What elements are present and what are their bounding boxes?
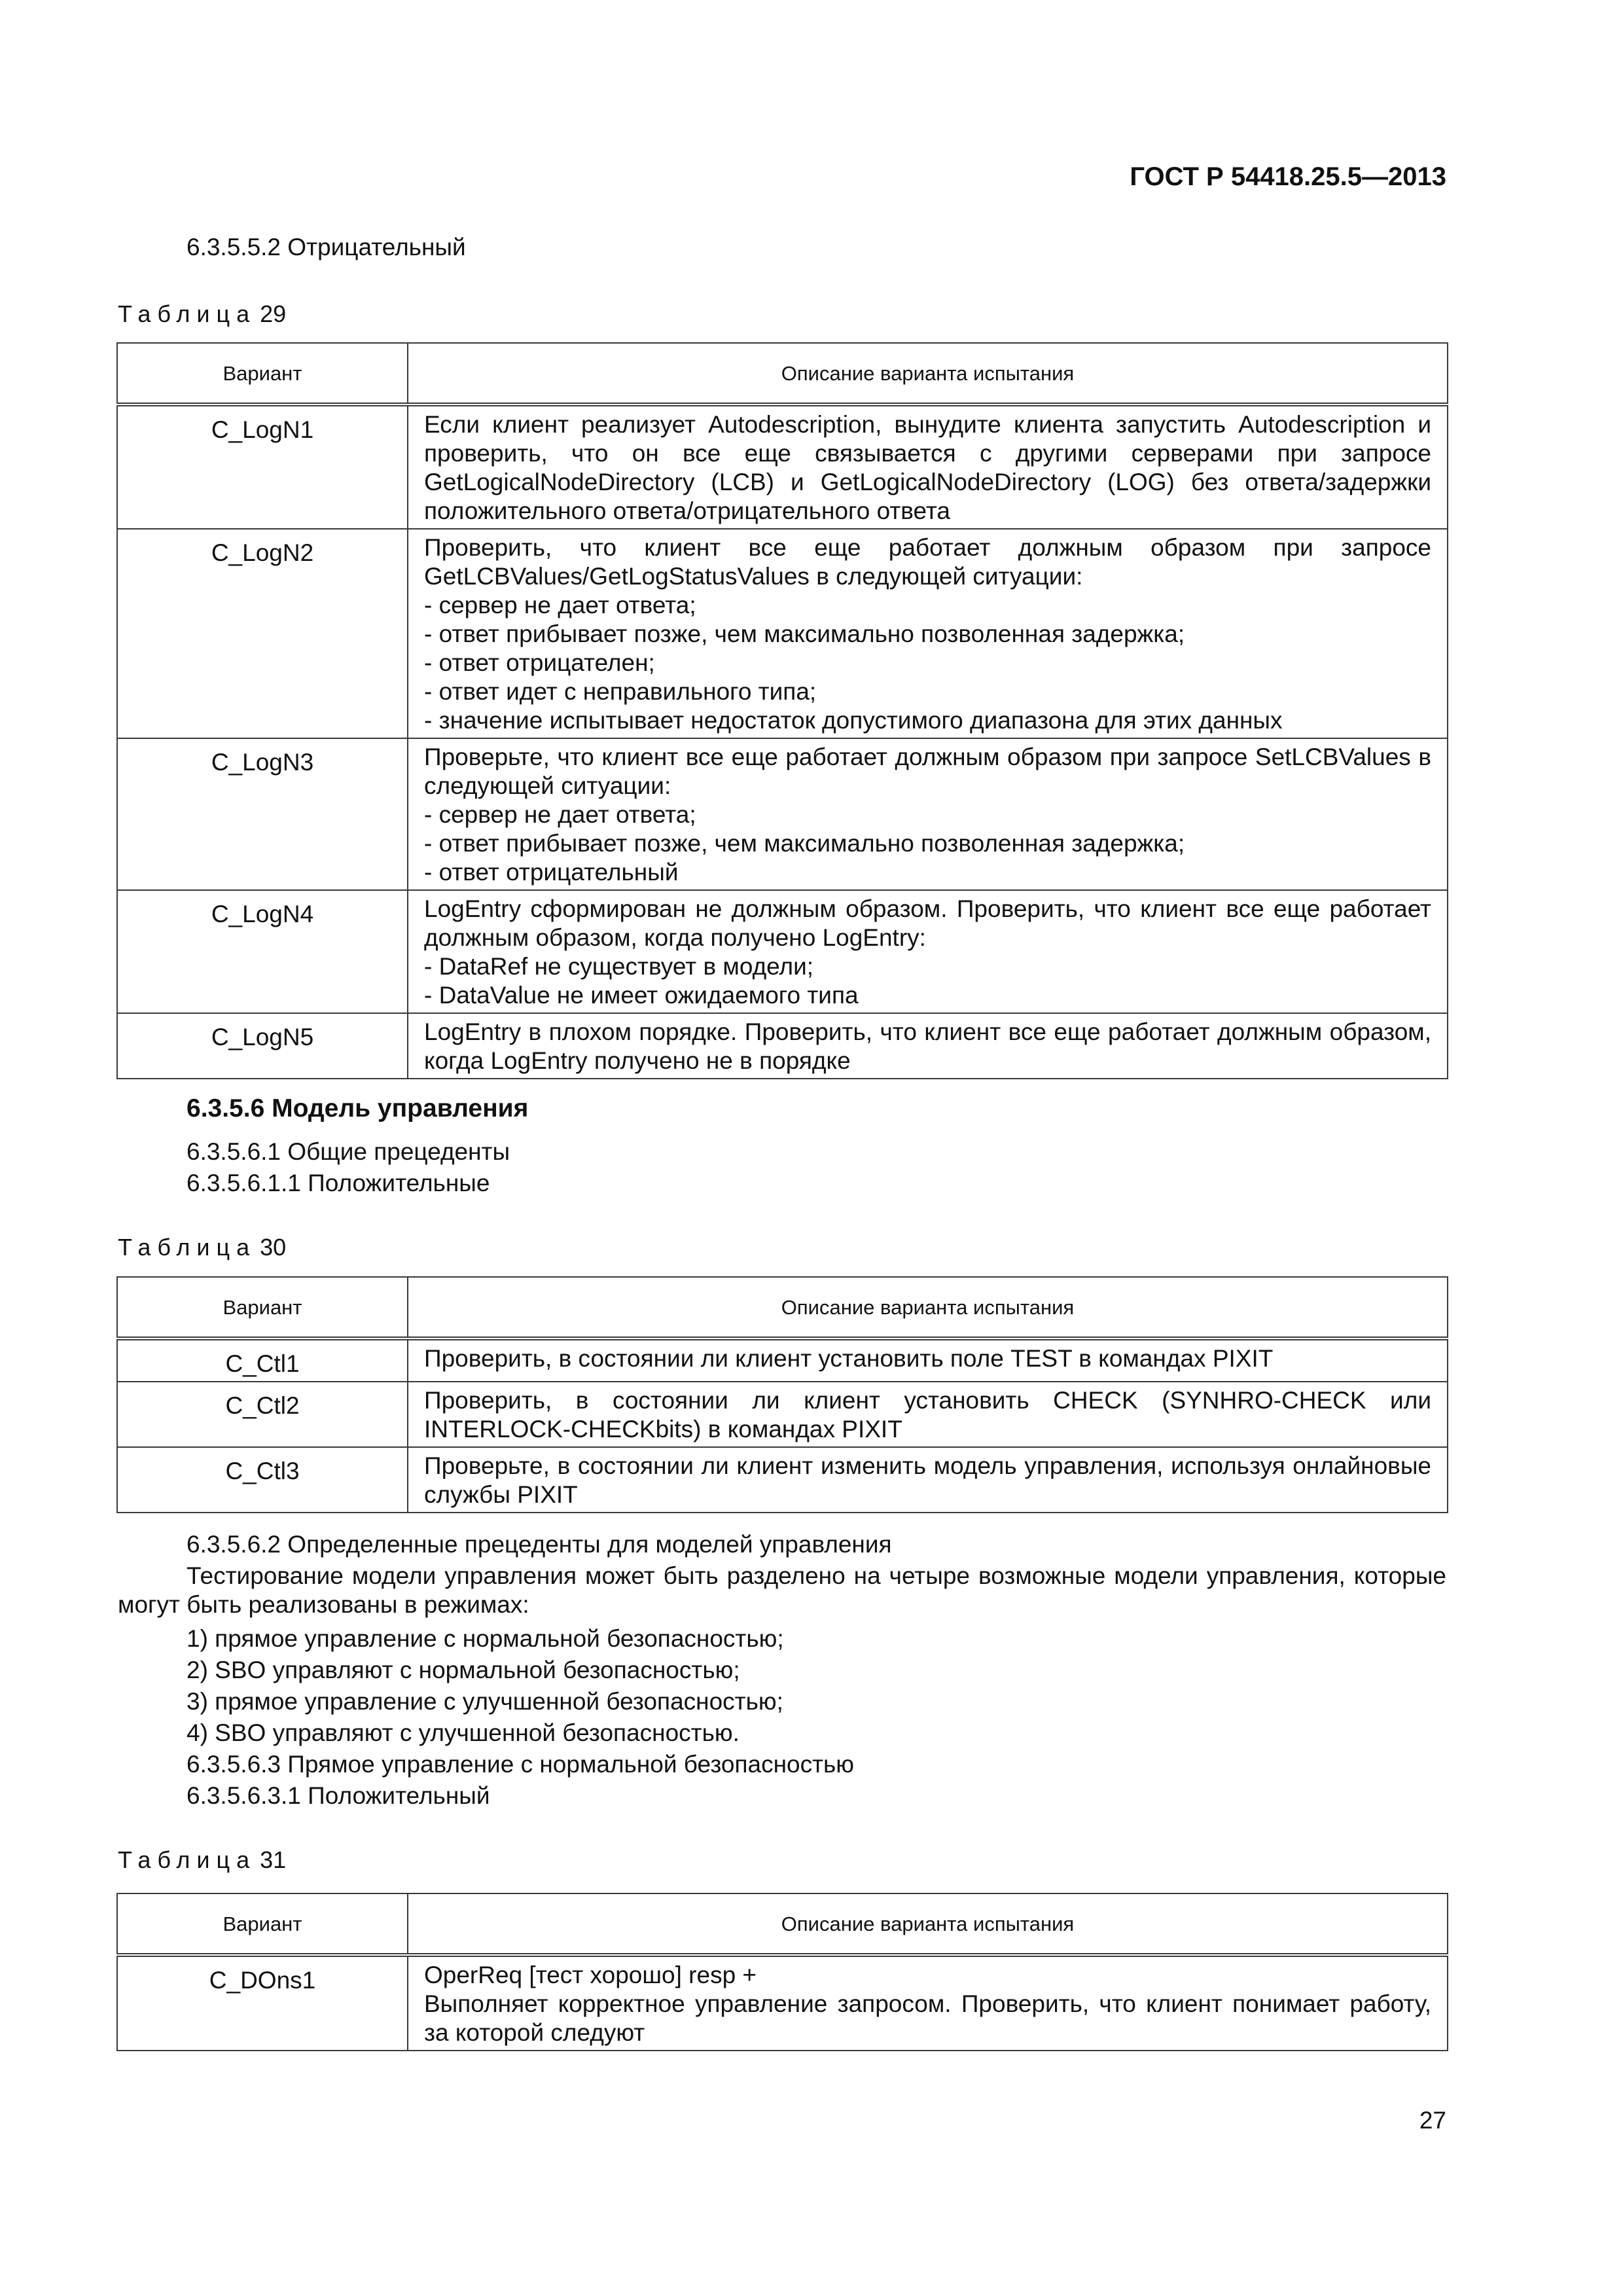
description-line: - ответ идет с неправильного типа;	[424, 678, 817, 705]
description-line: Если клиент реализует Autodescription, вынудите клиента запустить Autodescription и проверить, что он все еще связывается с другими серверами при запросе GetLogicalNodeDirectory (LCB) и GetLogicalNodeDirectory (LOG) без ответа/задержки положительного ответа/отрицательного ответа	[424, 411, 1431, 524]
description-line: LogEntry сформирован не должным образом. Проверить, что клиент все еще работает должным образом, когда получено LogEntry:	[424, 895, 1431, 951]
variant-description	[408, 1338, 1448, 1382]
table-row	[117, 404, 1448, 529]
mode-item-4: 4) SBO управляют с улучшенной безопасностью.	[187, 1719, 740, 1746]
table-row	[117, 890, 1448, 1013]
table-row	[117, 1013, 1448, 1079]
section-6-3-5-6-2: 6.3.5.6.2 Определенные прецеденты для моделей управления	[187, 1531, 892, 1558]
variant-code: C_Ctl2	[117, 1382, 408, 1447]
column-header-variant: Вариант	[117, 1277, 408, 1338]
description-line: Выполняет корректное управление запросом. Проверить, что клиент понимает работу, за которой следуют	[424, 1990, 1431, 2046]
description-line: Проверить, в состоянии ли клиент установить CHECK (SYNHRO-CHECK или INTERLOCK-CHECKbits) в командах PIXIT	[424, 1387, 1431, 1443]
section-6-3-5-5-2: 6.3.5.5.2 Отрицательный	[187, 234, 466, 260]
caption-word: Таблица	[118, 300, 257, 327]
variant-description	[408, 1013, 1448, 1079]
caption-number: 30	[260, 1234, 287, 1261]
table-row	[117, 1338, 1448, 1382]
table-29	[116, 342, 1448, 1079]
variant-code: C_LogN5	[117, 1013, 408, 1079]
table-row	[117, 1955, 1448, 2051]
table-row	[117, 1447, 1448, 1513]
table-31-caption	[118, 1846, 286, 1874]
table-30-caption	[118, 1233, 286, 1262]
table-row	[117, 529, 1448, 738]
description-line: - значение испытывает недостаток допустимого диапазона для этих данных	[424, 707, 1283, 734]
table-header-row	[117, 1893, 1448, 1955]
variant-description	[408, 890, 1448, 1013]
description-line: Проверить, в состоянии ли клиент установить поле TEST в командах PIXIT	[424, 1345, 1274, 1372]
column-header-variant: Вариант	[117, 1893, 408, 1955]
table-29-caption	[118, 300, 286, 329]
description-line: LogEntry в плохом порядке. Проверить, что клиент все еще работает должным образом, когда LogEntry получено не в порядке	[424, 1018, 1431, 1074]
variant-code: C_Ctl1	[117, 1338, 408, 1382]
description-line: Проверьте, в состоянии ли клиент изменить модель управления, используя онлайновые службы PIXIT	[424, 1452, 1431, 1508]
variant-description	[408, 1447, 1448, 1513]
section-6-3-5-6-3-1: 6.3.5.6.3.1 Положительный	[187, 1782, 490, 1809]
description-line: - DataRef не существует в модели;	[424, 953, 814, 980]
variant-code: C_LogN1	[117, 404, 408, 529]
description-line: - ответ отрицательный	[424, 859, 679, 886]
caption-word: Таблица	[118, 1234, 257, 1261]
description-line: - DataValue не имеет ожидаемого типа	[424, 982, 859, 1009]
description-line: - сервер не дает ответа;	[424, 592, 696, 619]
section-6-3-5-6-1: 6.3.5.6.1 Общие прецеденты	[187, 1138, 510, 1165]
description-line: - ответ прибывает позже, чем максимально позволенная задержка;	[424, 830, 1185, 857]
variant-description	[408, 1382, 1448, 1447]
description-line: - сервер не дает ответа;	[424, 801, 696, 828]
variant-description	[408, 529, 1448, 738]
caption-number: 31	[260, 1846, 287, 1873]
section-6-3-5-6-3: 6.3.5.6.3 Прямое управление с нормальной безопасностью	[187, 1751, 855, 1778]
table-row	[117, 1382, 1448, 1447]
section-6-3-5-6-heading: 6.3.5.6 Модель управления	[187, 1094, 529, 1122]
column-header-description: Описание варианта испытания	[408, 1893, 1448, 1955]
variant-description	[408, 738, 1448, 890]
variant-description	[408, 1955, 1448, 2051]
variant-code: C_LogN3	[117, 738, 408, 890]
variant-code: C_LogN4	[117, 890, 408, 1013]
column-header-variant: Вариант	[117, 343, 408, 404]
caption-number: 29	[260, 300, 287, 327]
mode-item-3: 3) прямое управление с улучшенной безопасностью;	[187, 1688, 783, 1715]
testing-paragraph: Тестирование модели управления может быть разделено на четыре возможные модели управления, которые могут быть реализованы в режимах:	[118, 1562, 1446, 1618]
variant-description	[408, 404, 1448, 529]
table-header-row	[117, 1277, 1448, 1338]
page-number: 27	[1419, 2107, 1446, 2134]
table-31	[116, 1893, 1448, 2051]
mode-item-1: 1) прямое управление с нормальной безопасностью;	[187, 1625, 784, 1652]
variant-code: C_Ctl3	[117, 1447, 408, 1513]
description-line: - ответ прибывает позже, чем максимально позволенная задержка;	[424, 620, 1185, 647]
caption-word: Таблица	[118, 1846, 257, 1873]
column-header-description: Описание варианта испытания	[408, 1277, 1448, 1338]
description-line: - ответ отрицателен;	[424, 649, 655, 676]
description-line: Проверьте, что клиент все еще работает должным образом при запросе SetLCBValues в следующей ситуации:	[424, 744, 1431, 799]
description-line: Проверить, что клиент все еще работает должным образом при запросе GetLCBValues/GetLogStatusValues в следующей ситуации:	[424, 534, 1431, 590]
variant-code: C_DOns1	[117, 1955, 408, 2051]
section-6-3-5-6-1-1: 6.3.5.6.1.1 Положительные	[187, 1170, 490, 1196]
table-row	[117, 738, 1448, 890]
document-code: ГОСТ Р 54418.25.5—2013	[1130, 162, 1446, 191]
table-header-row	[117, 343, 1448, 404]
description-line: OperReq [тест хорошо] resp +	[424, 1962, 757, 1988]
column-header-description: Описание варианта испытания	[408, 343, 1448, 404]
mode-item-2: 2) SBO управляют с нормальной безопасностью;	[187, 1657, 740, 1683]
table-30	[116, 1276, 1448, 1513]
variant-code: C_LogN2	[117, 529, 408, 738]
